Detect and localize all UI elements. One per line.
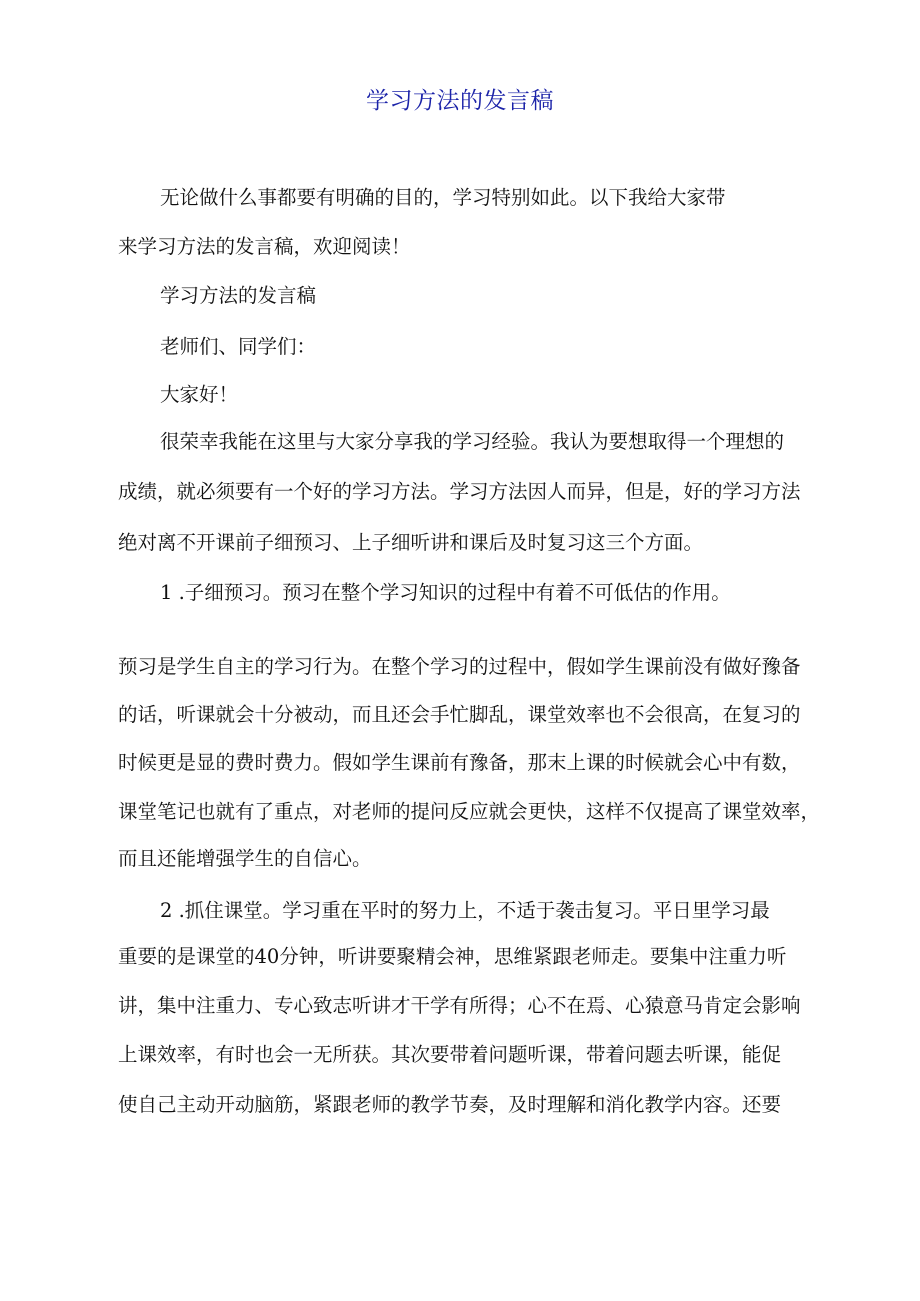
paragraph-line: 上课效率，有时也会一无所获。其次要带着问题听课，带着问题去听课，能促 <box>118 1043 782 1066</box>
paragraph-line: 讲，集中注重力、专心致志听讲才干学有所得；心不在焉、心猿意马肯定会影响 <box>118 994 801 1017</box>
paragraph-line: 重要的是课堂的40分钟，听讲要聚精会神，思维紧跟老师走。要集中注重力听 <box>118 945 787 968</box>
intro-line-1: 无论做什么事都要有明确的目的，学习特别如此。以下我给大家带 <box>160 186 726 209</box>
paragraph-line: 成绩，就必须要有一个好的学习方法。学习方法因人而异，但是，好的学习方法 <box>118 480 801 503</box>
paragraph-line: 而且还能增强学生的自信心。 <box>118 847 372 870</box>
paragraph-line: 预习是学生自主的学习行为。在整个学习的过程中，假如学生课前没有做好豫备 <box>118 655 801 678</box>
paragraph-line: 使自己主动开动脑筋，紧跟老师的教学节奏，及时理解和消化教学内容。还要 <box>118 1093 782 1116</box>
paragraph-line: 时候更是显的费时费力。假如学生课前有豫备，那末上课的时候就会心中有数， <box>118 751 801 774</box>
paragraph-line: 课堂笔记也就有了重点，对老师的提问反应就会更快，这样不仅提高了课堂效率， <box>118 800 821 823</box>
greeting: 大家好！ <box>160 383 239 406</box>
speech-heading: 学习方法的发言稿 <box>160 284 317 307</box>
intro-line-2: 来学习方法的发言稿，欢迎阅读！ <box>118 235 411 258</box>
salutation: 老师们、同学们： <box>160 335 317 358</box>
document-title: 学习方法的发言稿 <box>366 88 554 114</box>
paragraph-line: 的话，听课就会十分被动，而且还会手忙脚乱，课堂效率也不会很高，在复习的 <box>118 703 801 726</box>
paragraph-line: 很荣幸我能在这里与大家分享我的学习经验。我认为要想取得一个理想的 <box>160 430 785 453</box>
paragraph-line: 绝对离不开课前子细预习、上子细听讲和课后及时复习这三个方面。 <box>118 531 704 554</box>
section-2-heading: 2 .抓住课堂。学习重在平时的努力上，不适于袭击复习。平日里学习最 <box>160 899 770 922</box>
section-1-heading: 1 .子细预习。预习在整个学习知识的过程中有着不可低估的作用。 <box>160 581 731 604</box>
